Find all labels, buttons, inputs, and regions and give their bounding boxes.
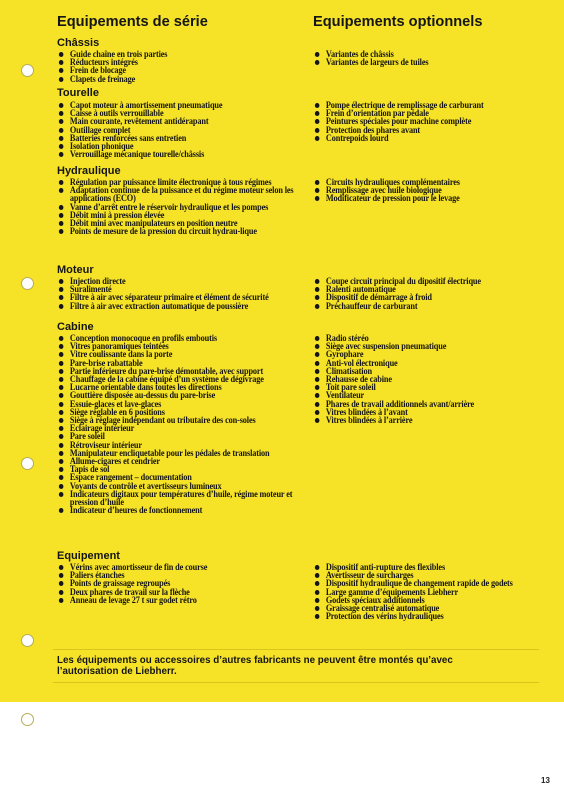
list-item: Débit mini à pression élevée xyxy=(57,211,318,219)
list-item: Rétroviseur intérieur xyxy=(57,441,318,449)
list-item: Pare soleil xyxy=(57,432,318,440)
standard-list-moteur xyxy=(57,277,307,310)
standard-list-tourelle xyxy=(57,101,307,158)
list-item: Vitre coulissante dans la porte xyxy=(57,350,318,358)
list-item: Ralenti automatique xyxy=(313,285,564,293)
section-title-equipement: Equipement xyxy=(57,550,120,562)
list-item: Variantes de châssis xyxy=(313,50,564,58)
list-item: Batteries renforcées sans entretien xyxy=(57,134,318,142)
section-title-hydraulique: Hydraulique xyxy=(57,165,121,177)
list-item: Main courante, revêtement antidérapant xyxy=(57,117,318,125)
list-item: Partie inférieure du pare-brise démontable, avec support xyxy=(57,367,318,375)
binder-hole-icon xyxy=(21,634,34,647)
standard-list-equipement xyxy=(57,563,307,604)
list-item: Rehausse de cabine xyxy=(313,375,564,383)
list-item: Eclairage intérieur xyxy=(57,424,318,432)
list-item: Siège à réglage indépendant ou tributaire des con-soles xyxy=(57,416,318,424)
page-number: 13 xyxy=(541,776,550,785)
list-item: Indicateur d’heures de fonctionnement xyxy=(57,506,318,514)
list-item: Essuie-glaces et lave-glaces xyxy=(57,400,318,408)
binder-hole-icon xyxy=(21,713,34,726)
list-item: Adaptation continue de la puissance et du régime moteur selon les applications (ECO) xyxy=(57,186,318,202)
list-item: Isolation phonique xyxy=(57,142,318,150)
list-item: Frein de blocage xyxy=(57,66,318,74)
binder-hole-icon xyxy=(21,457,34,470)
list-item: Injection directe xyxy=(57,277,318,285)
list-item: Clapets de freinage xyxy=(57,75,318,83)
standard-equipment-heading: Equipements de série xyxy=(57,14,208,30)
list-item: Filtre à air avec extraction automatique de poussière xyxy=(57,302,318,310)
optional-equipment-heading: Equipements optionnels xyxy=(313,14,483,30)
list-item: Coupe circuit principal du dipositif électrique xyxy=(313,277,564,285)
list-item: Vérins avec amortisseur de fin de course xyxy=(57,563,318,571)
list-item: Vitres blindées à l’avant xyxy=(313,408,564,416)
liebherr-notice: Les équipements ou accessoires d’autres fabricants ne peuvent être montés qu’avec l’autorisation de Liebherr. xyxy=(57,655,453,677)
list-item: Points de graissage regroupés xyxy=(57,579,318,587)
list-item: Radio stéréo xyxy=(313,334,564,342)
list-item: Débit mini avec manipulateurs en position neutre xyxy=(57,219,318,227)
list-item: Avertisseur de surcharges xyxy=(313,571,564,579)
list-item: Pompe électrique de remplissage de carburant xyxy=(313,101,564,109)
list-item: Contrepoids lourd xyxy=(313,134,564,142)
list-item: Toit pare soleil xyxy=(313,383,564,391)
list-item: Graissage centralisé automatique xyxy=(313,604,564,612)
section-title-tourelle: Tourelle xyxy=(57,87,99,99)
list-item: Voyants de contrôle et avertisseurs lumineux xyxy=(57,482,318,490)
list-item: Ventilateur xyxy=(313,391,564,399)
list-item: Manipulateur encliquetable pour les pédales de translation xyxy=(57,449,318,457)
list-item: Variantes de largeurs de tuiles xyxy=(313,58,564,66)
list-item: Indicateurs digitaux pour températures d’huile, régime moteur et pression d’huile xyxy=(57,490,318,506)
list-item: Capot moteur à amortissement pneumatique xyxy=(57,101,318,109)
list-item: Dispositif anti-rupture des flexibles xyxy=(313,563,564,571)
list-item: Points de mesure de la pression du circuit hydrau-lique xyxy=(57,227,318,235)
list-item: Protection des vérins hydrauliques xyxy=(313,612,564,620)
list-item: Anneau de levage 27 t sur godet rétro xyxy=(57,596,318,604)
optional-list-hydraulique xyxy=(313,178,553,203)
notice-bottom-rule xyxy=(53,682,539,683)
list-item: Guide chaîne en trois parties xyxy=(57,50,318,58)
section-title-chassis: Châssis xyxy=(57,37,100,49)
optional-list-equipement xyxy=(313,563,553,620)
list-item: Chauffage de la cabine équipé d’un système de dégivrage xyxy=(57,375,318,383)
list-item: Siège réglable en 6 positions xyxy=(57,408,318,416)
list-item: Deux phares de travail sur la flèche xyxy=(57,588,318,596)
binder-hole-icon xyxy=(21,64,34,77)
list-item: Protection des phares avant xyxy=(313,126,564,134)
optional-list-chassis xyxy=(313,50,553,66)
list-item: Caisse à outils verrouillable xyxy=(57,109,318,117)
list-item: Tapis de sol xyxy=(57,465,318,473)
list-item: Gouttière disposée au-dessus du pare-brise xyxy=(57,391,318,399)
list-item: Phares de travail additionnels avant/arrière xyxy=(313,400,564,408)
list-item: Verrouillage mécanique tourelle/châssis xyxy=(57,150,318,158)
list-item: Dispositif hydraulique de changement rapide de godets xyxy=(313,579,564,587)
list-item: Vitres panoramiques teintées xyxy=(57,342,318,350)
list-item: Climatisation xyxy=(313,367,564,375)
list-item: Godets spéciaux additionnels xyxy=(313,596,564,604)
list-item: Suralimenté xyxy=(57,285,318,293)
standard-list-chassis xyxy=(57,50,307,83)
list-item: Peintures spéciales pour machine complète xyxy=(313,117,564,125)
list-item: Lucarne orientable dans toutes les directions xyxy=(57,383,318,391)
list-item: Paliers étanches xyxy=(57,571,318,579)
list-item: Remplissage avec huile biologique xyxy=(313,186,564,194)
list-item: Frein d’orientation par pédale xyxy=(313,109,564,117)
list-item: Vitres blindées à l’arrière xyxy=(313,416,564,424)
binder-hole-icon xyxy=(21,277,34,290)
list-item: Modificateur de pression pour le levage xyxy=(313,194,564,202)
standard-list-cabine xyxy=(57,334,307,514)
list-item: Gyrophare xyxy=(313,350,564,358)
list-item: Préchauffeur de carburant xyxy=(313,302,564,310)
list-item: Allume-cigares et cendrier xyxy=(57,457,318,465)
list-item: Siège avec suspension pneumatique xyxy=(313,342,564,350)
list-item: Filtre à air avec séparateur primaire et élément de sécurité xyxy=(57,293,318,301)
list-item: Vanne d’arrêt entre le réservoir hydraulique et les pompes xyxy=(57,203,318,211)
list-item: Large gamme d’équipements Liebherr xyxy=(313,588,564,596)
section-title-cabine: Cabine xyxy=(57,321,94,333)
list-item: Conception monocoque en profils emboutis xyxy=(57,334,318,342)
standard-list-hydraulique xyxy=(57,178,307,235)
list-item: Anti-vol électronique xyxy=(313,359,564,367)
list-item: Régulation par puissance limite électronique à tous régimes xyxy=(57,178,318,186)
optional-list-tourelle xyxy=(313,101,553,142)
list-item: Outillage complet xyxy=(57,126,318,134)
list-item: Dispositif de démarrage à froid xyxy=(313,293,564,301)
notice-top-rule xyxy=(53,649,539,650)
list-item: Espace rangement – documentation xyxy=(57,473,318,481)
list-item: Réducteurs intégrés xyxy=(57,58,318,66)
list-item: Pare-brise rabattable xyxy=(57,359,318,367)
optional-list-cabine xyxy=(313,334,553,424)
optional-list-moteur xyxy=(313,277,553,310)
list-item: Circuits hydrauliques complémentaires xyxy=(313,178,564,186)
section-title-moteur: Moteur xyxy=(57,264,94,276)
